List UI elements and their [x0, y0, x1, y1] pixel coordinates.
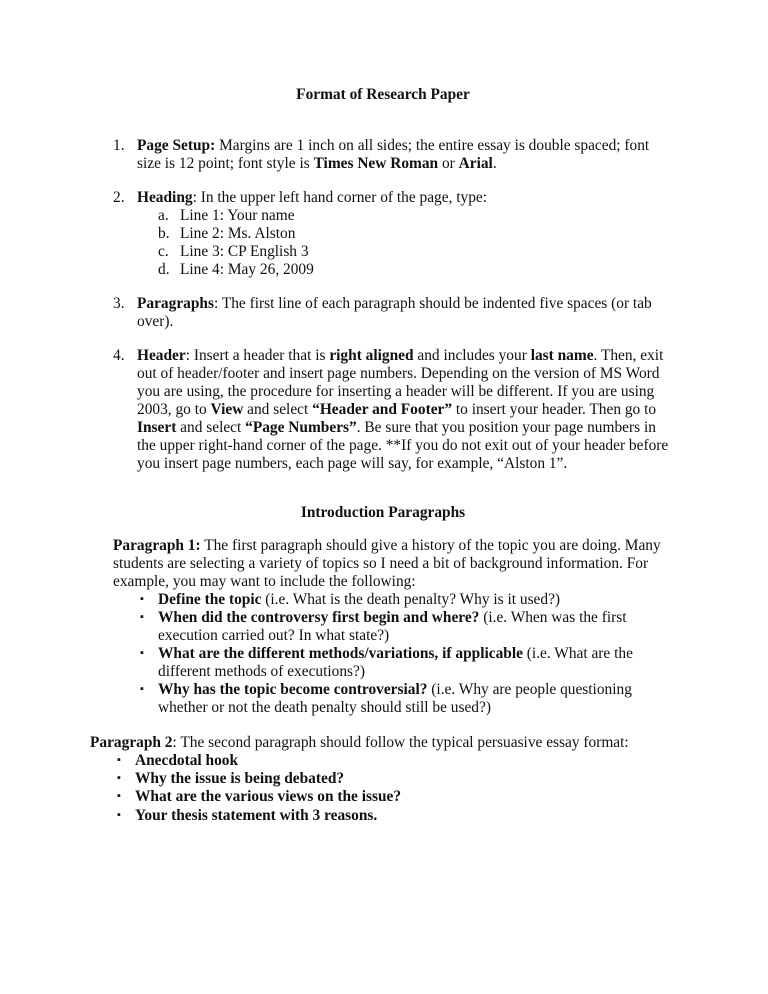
bullet-marker: ▪	[140, 593, 144, 606]
item-number: 2.	[113, 189, 125, 207]
sub-item-text: Line 1: Your name	[180, 207, 295, 225]
bullet-item	[117, 788, 676, 806]
paragraph-2-intro: Paragraph 2: The second paragraph should follow the typical persuasive essay format:	[90, 734, 629, 752]
sub-item-c	[158, 243, 676, 261]
doc-title: Format of Research Paper	[296, 86, 470, 103]
sub-item-letter: d.	[158, 261, 170, 279]
numbered-item-1	[113, 137, 676, 173]
bullet-marker: ▪	[117, 808, 121, 821]
bullet-item	[140, 609, 676, 645]
bullet-item	[117, 770, 676, 788]
bullet-item	[140, 645, 676, 681]
bullet-text: Your thesis statement with 3 reasons.	[135, 806, 378, 824]
bullet-marker: ▪	[117, 790, 121, 803]
sub-item-letter: c.	[158, 243, 169, 261]
item-number: 3.	[113, 295, 125, 313]
numbered-list	[90, 137, 676, 473]
paragraph-1-block	[113, 537, 676, 717]
sub-item-a	[158, 207, 676, 225]
bullet-text: Define the topic (i.e. What is the death penalty? Why is it used?)	[158, 591, 561, 609]
numbered-item-2	[113, 189, 676, 279]
bullet-marker: ▪	[117, 772, 121, 785]
paragraph-2-bullets	[117, 752, 676, 824]
sub-item-text: Line 3: CP English 3	[180, 243, 309, 261]
item-text: Heading: In the upper left hand corner of the page, type:	[137, 189, 488, 207]
paragraph-1-intro: Paragraph 1: The first paragraph should give a history of the topic you are doing. Many students are selecting a variety of topics so I need a bit of background information. For example, you may want to include the following:	[113, 537, 661, 591]
bullet-marker: ▪	[117, 754, 121, 767]
bullet-item	[140, 681, 676, 717]
numbered-item-4	[113, 347, 676, 473]
item-text: Page Setup: Margins are 1 inch on all sides; the entire essay is double spaced; font size is 12 point; font style is Times New Roman or Arial.	[137, 137, 650, 173]
bullet-item	[140, 591, 676, 609]
bullet-text: When did the controversy first begin and where? (i.e. When was the first execution carried out? In what state?)	[158, 609, 627, 645]
bullet-marker: ▪	[140, 647, 144, 660]
bullet-item	[117, 752, 676, 770]
sub-item-b	[158, 225, 676, 243]
section-title: Introduction Paragraphs	[300, 504, 466, 522]
item-body	[137, 189, 676, 279]
bullet-item	[117, 807, 676, 825]
paragraph-1-bullets	[140, 591, 676, 717]
sub-list	[158, 207, 676, 279]
sub-item-letter: b.	[158, 225, 170, 243]
item-text: Header: Insert a header that is right aligned and includes your last name. Then, exit out of header/footer and insert page numbers. Depending on the version of MS Word you are using, the procedure for inserting a header will be different. If you are using 2003, go to View and select “Header and Footer” to insert your header. Then go to Insert and select “Page Numbers”. Be sure that you position your page numbers in the upper right-hand corner of the page. **If you do not exit out of your header before you insert page numbers, each page will say, for example, “Alston 1”.	[137, 347, 669, 473]
bullet-text: Why has the topic become controversial? (i.e. Why are people questioning whether or not the death penalty should still be used?)	[158, 681, 632, 717]
bullet-text: Anecdotal hook	[135, 752, 239, 770]
item-number: 4.	[113, 347, 125, 365]
bullet-text: What are the various views on the issue?	[135, 788, 402, 806]
sub-item-text: Line 4: May 26, 2009	[180, 261, 314, 279]
bullet-marker: ▪	[140, 611, 144, 624]
item-text: Paragraphs: The first line of each paragraph should be indented five spaces (or tab over).	[137, 295, 652, 331]
bullet-text: Why the issue is being debated?	[135, 770, 345, 788]
bullet-marker: ▪	[140, 683, 144, 696]
item-number: 1.	[113, 137, 125, 155]
bullet-text: What are the different methods/variations, if applicable (i.e. What are the different methods of executions?)	[158, 645, 633, 681]
numbered-item-3	[113, 295, 676, 331]
sub-item-letter: a.	[158, 207, 169, 225]
paragraph-2-block	[90, 734, 676, 824]
sub-item-d	[158, 261, 676, 279]
sub-item-text: Line 2: Ms. Alston	[180, 225, 296, 243]
